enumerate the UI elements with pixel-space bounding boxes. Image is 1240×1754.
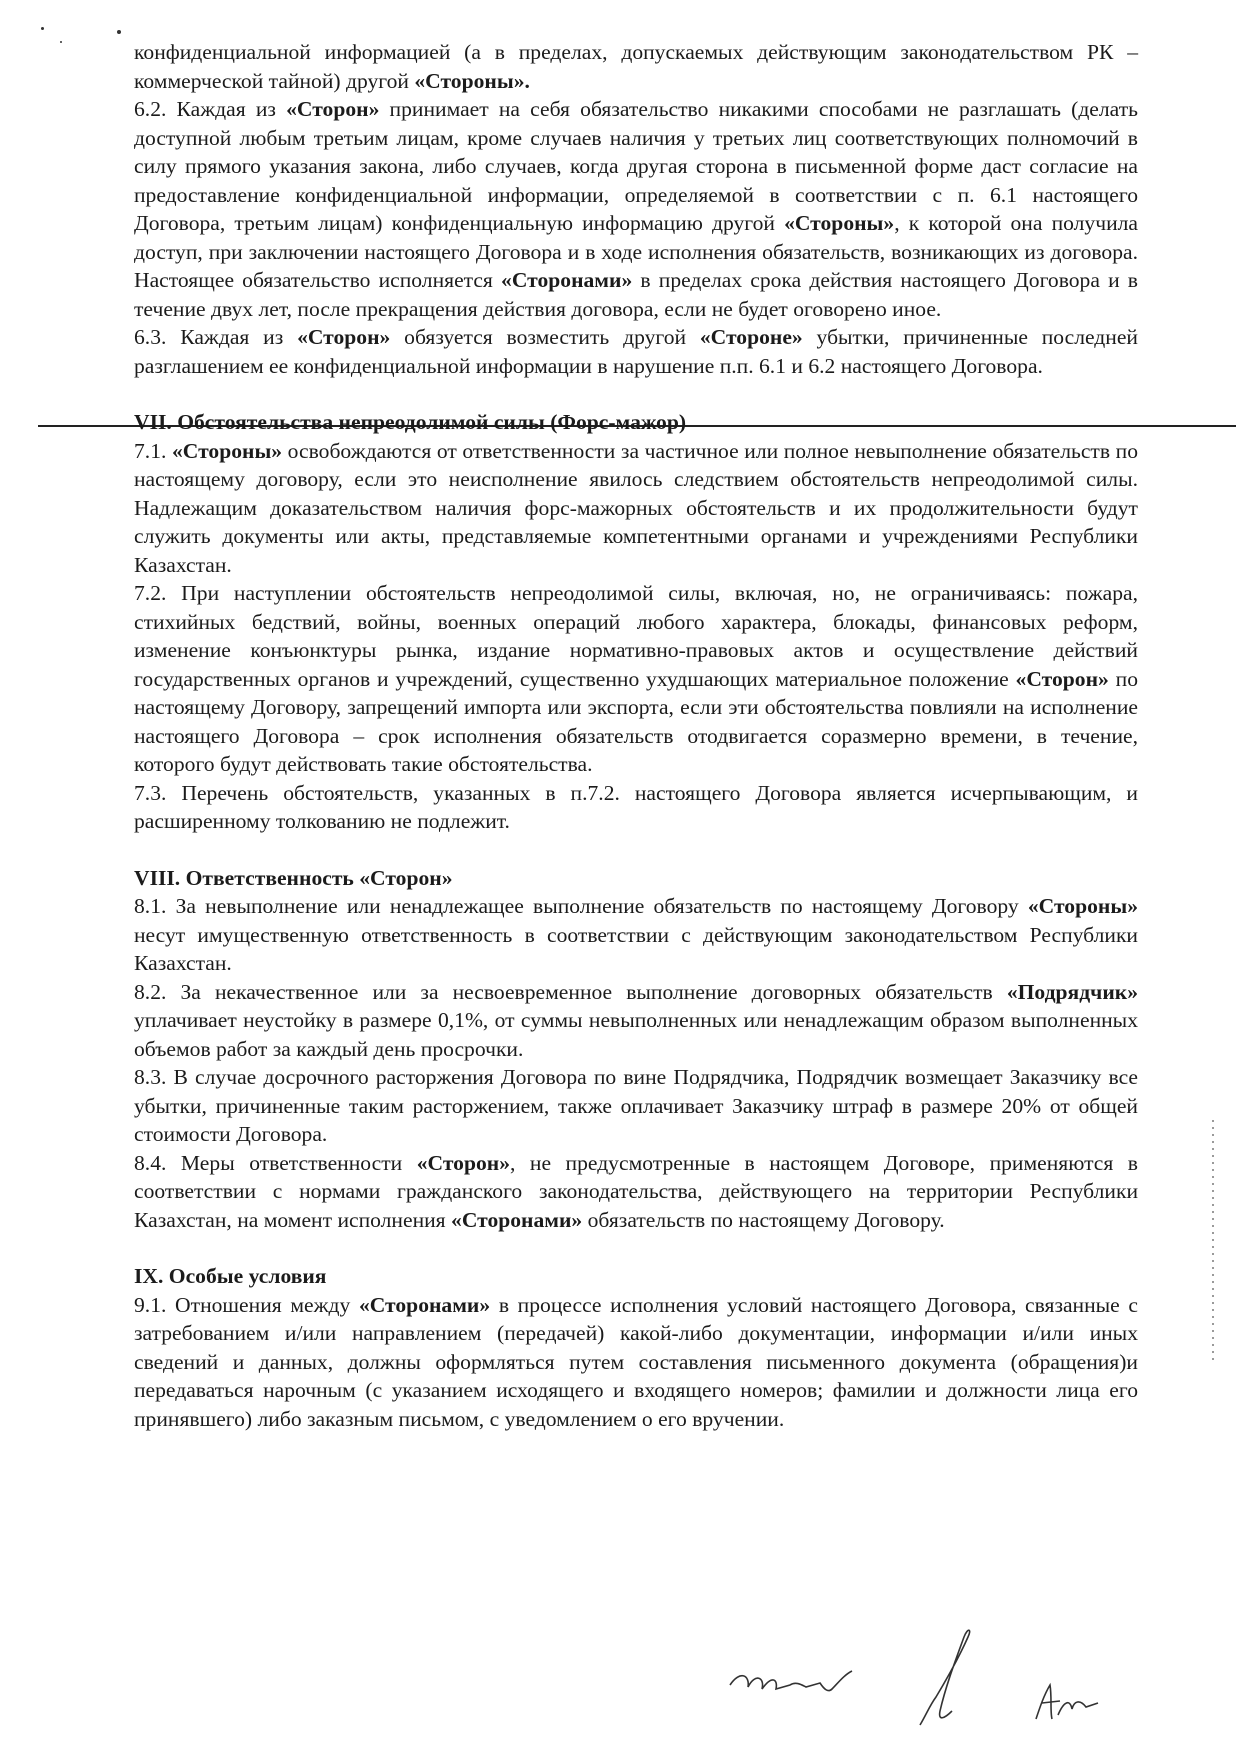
- section-heading-7: VII. Обстоятельства непреодолимой силы (Форс-мажор): [134, 410, 687, 434]
- clause-7-2: [134, 579, 1138, 779]
- text-run: , не предусмотренные в настоящем Договоре, применяются в соответствии с нормами гражданского законодательства, действующего на территории Республики Казахстан, на момент исполнения: [134, 1150, 1138, 1232]
- signature-2: [920, 1630, 970, 1725]
- bold-term: «Сторонами»: [358, 1292, 491, 1317]
- scan-speck: [117, 30, 121, 34]
- bold-term: «Стороне»: [699, 325, 803, 349]
- text-run: 8.1. За невыполнение или ненадлежащее выполнение обязательств по настоящему Договору: [134, 894, 1028, 918]
- text-run: 7.2. При наступлении обстоятельств непреодолимой силы, включая, но, не ограничиваясь: пожара, стихийных бедствий, войны, военных операций любого характера, блокады, финансовых реформ, изменение конъюнктуры рынка, издание нормативно-правовых актов и осуществление действий государственных органов и учреждений, существенно ухудшающих материальное положение: [134, 581, 1138, 691]
- bold-term: «Сторонами»: [501, 268, 633, 292]
- text-run: в процессе исполнения условий настоящего Договора, связанные с затребованием и/или направлением (передачей) какой-либо документации, информации и/или иных сведений и данных, должны оформляться путем составления письменного документа (обращения)и передаваться нарочным (с указанием исходящего и входящего номеров; фамилии и должности лица его принявшего) либо заказным письмом, с уведомлением о его вручении.: [134, 1292, 1138, 1431]
- bold-term: «Сторон»: [286, 97, 380, 121]
- bold-term: «Сторонами»: [451, 1207, 583, 1232]
- scan-speck: [41, 27, 44, 30]
- text-run: принимает на себя обязательство никакими способами не разглашать (делать доступной любым третьим лицам, кроме случаев наличия у третьих лиц соответствующих полномочий в силу прямого указания закона, либо случаев, когда другая сторона в письменной форме даст согласие на предоставление конфиденциальной информации, определяемой в соответствии с п. 6.1 настоящего Договора, третьим лицам) конфиденциальную информацию другой: [134, 97, 1138, 235]
- text-run: обязательств по настоящему Договору.: [582, 1207, 945, 1232]
- text-run: 8.4. Меры ответственности: [134, 1150, 417, 1175]
- signatures: [720, 1615, 1120, 1740]
- bold-term: «Стороны»: [171, 438, 283, 463]
- clause-7-1: [134, 437, 1138, 580]
- clause-7-3: 7.3. Перечень обстоятельств, указанных в п.7.2. настоящего Договора является исчерпывающим, и расширенному толкованию не подлежит.: [134, 780, 1138, 833]
- bold-term: «Стороны»: [1027, 894, 1138, 918]
- text-run: убытки, причиненные последней разглашением ее конфиденциальной информации в нарушение п.п. 6.1 и 6.2 настоящего Договора.: [134, 325, 1138, 378]
- scan-speck: [60, 41, 62, 43]
- clause-8-1: [134, 892, 1138, 978]
- text-run: в пределах срока действия настоящего Договора и в течение двух лет, после прекращения действия договора, если не будет оговорено иное.: [134, 268, 1138, 321]
- clause-9-1: [134, 1291, 1138, 1434]
- text-run: 9.1. Отношения между: [134, 1292, 359, 1317]
- document-body: [134, 38, 1138, 1433]
- section-heading-8: VIII. Ответственность «Сторон»: [134, 865, 453, 890]
- section-heading-9: IX. Особые условия: [134, 1264, 327, 1288]
- bold-term: «Стороны».: [414, 68, 530, 93]
- bold-term: «Стороны»: [784, 211, 895, 235]
- bold-term: «Сторон»: [1015, 666, 1109, 691]
- paragraph-6-1-continuation: [134, 38, 1138, 95]
- text-run: уплачивает неустойку в размере 0,1%, от суммы невыполненных или ненадлежащим образом выполненных объемов работ за каждый день просрочки.: [134, 1008, 1138, 1061]
- clause-8-3: 8.3. В случае досрочного расторжения Договора по вине Подрядчика, Подрядчик возмещает Заказчику все убытки, причиненные таким расторжением, также оплачивает Заказчику штраф в размере 20% от общей стоимости Договора.: [134, 1065, 1138, 1146]
- text-run: несут имущественную ответственность в соответствии с действующим законодательством Республики Казахстан.: [134, 922, 1138, 975]
- signature-3: [1036, 1685, 1098, 1719]
- clause-6-3: [134, 323, 1138, 380]
- signature-1: [730, 1671, 852, 1691]
- bold-term: «Сторон»: [297, 325, 391, 349]
- clause-8-2: [134, 978, 1138, 1064]
- text-run: 6.2. Каждая из: [134, 97, 287, 121]
- text-run: 7.1.: [134, 438, 172, 463]
- text-run: конфиденциальной информацией (а в пределах, допускаемых действующим законодательством РК – коммерческой тайной) другой: [134, 40, 1138, 93]
- text-run: по настоящему Договору, запрещений импорта или экспорта, если эти обстоятельства повлияли на исполнение настоящего Договора – срок исполнения обязательств отодвигается соразмерно времени, в течение, которого будут действовать такие обстоятельства.: [134, 666, 1138, 776]
- text-run: обязуется возместить другой: [390, 325, 700, 349]
- bold-term: «Сторон»: [416, 1150, 510, 1175]
- bold-term: «Подрядчик»: [1006, 979, 1138, 1004]
- text-run: 6.3. Каждая из: [134, 325, 298, 349]
- text-run: 8.2. За некачественное или за несвоевременное выполнение договорных обязательств: [134, 979, 1007, 1004]
- text-run: освобождаются от ответственности за частичное или полное невыполнение обязательств по настоящему договору, если это неисполнение явилось следствием обстоятельств непреодолимой силы. Надлежащим доказательством наличия форс-мажорных обстоятельств и их продолжительности будут служить документы или акты, представляемые компетентными органами и учреждениями Республики Казахстан.: [134, 438, 1138, 577]
- text-run: , к которой она получила доступ, при заключении настоящего Договора и в ходе исполнения обязательств, возникающих из договора. Настоящее обязательство исполняется: [134, 211, 1138, 292]
- clause-6-2: [134, 95, 1138, 323]
- scan-margin-dots: [1212, 1120, 1214, 1360]
- clause-8-4: [134, 1149, 1138, 1235]
